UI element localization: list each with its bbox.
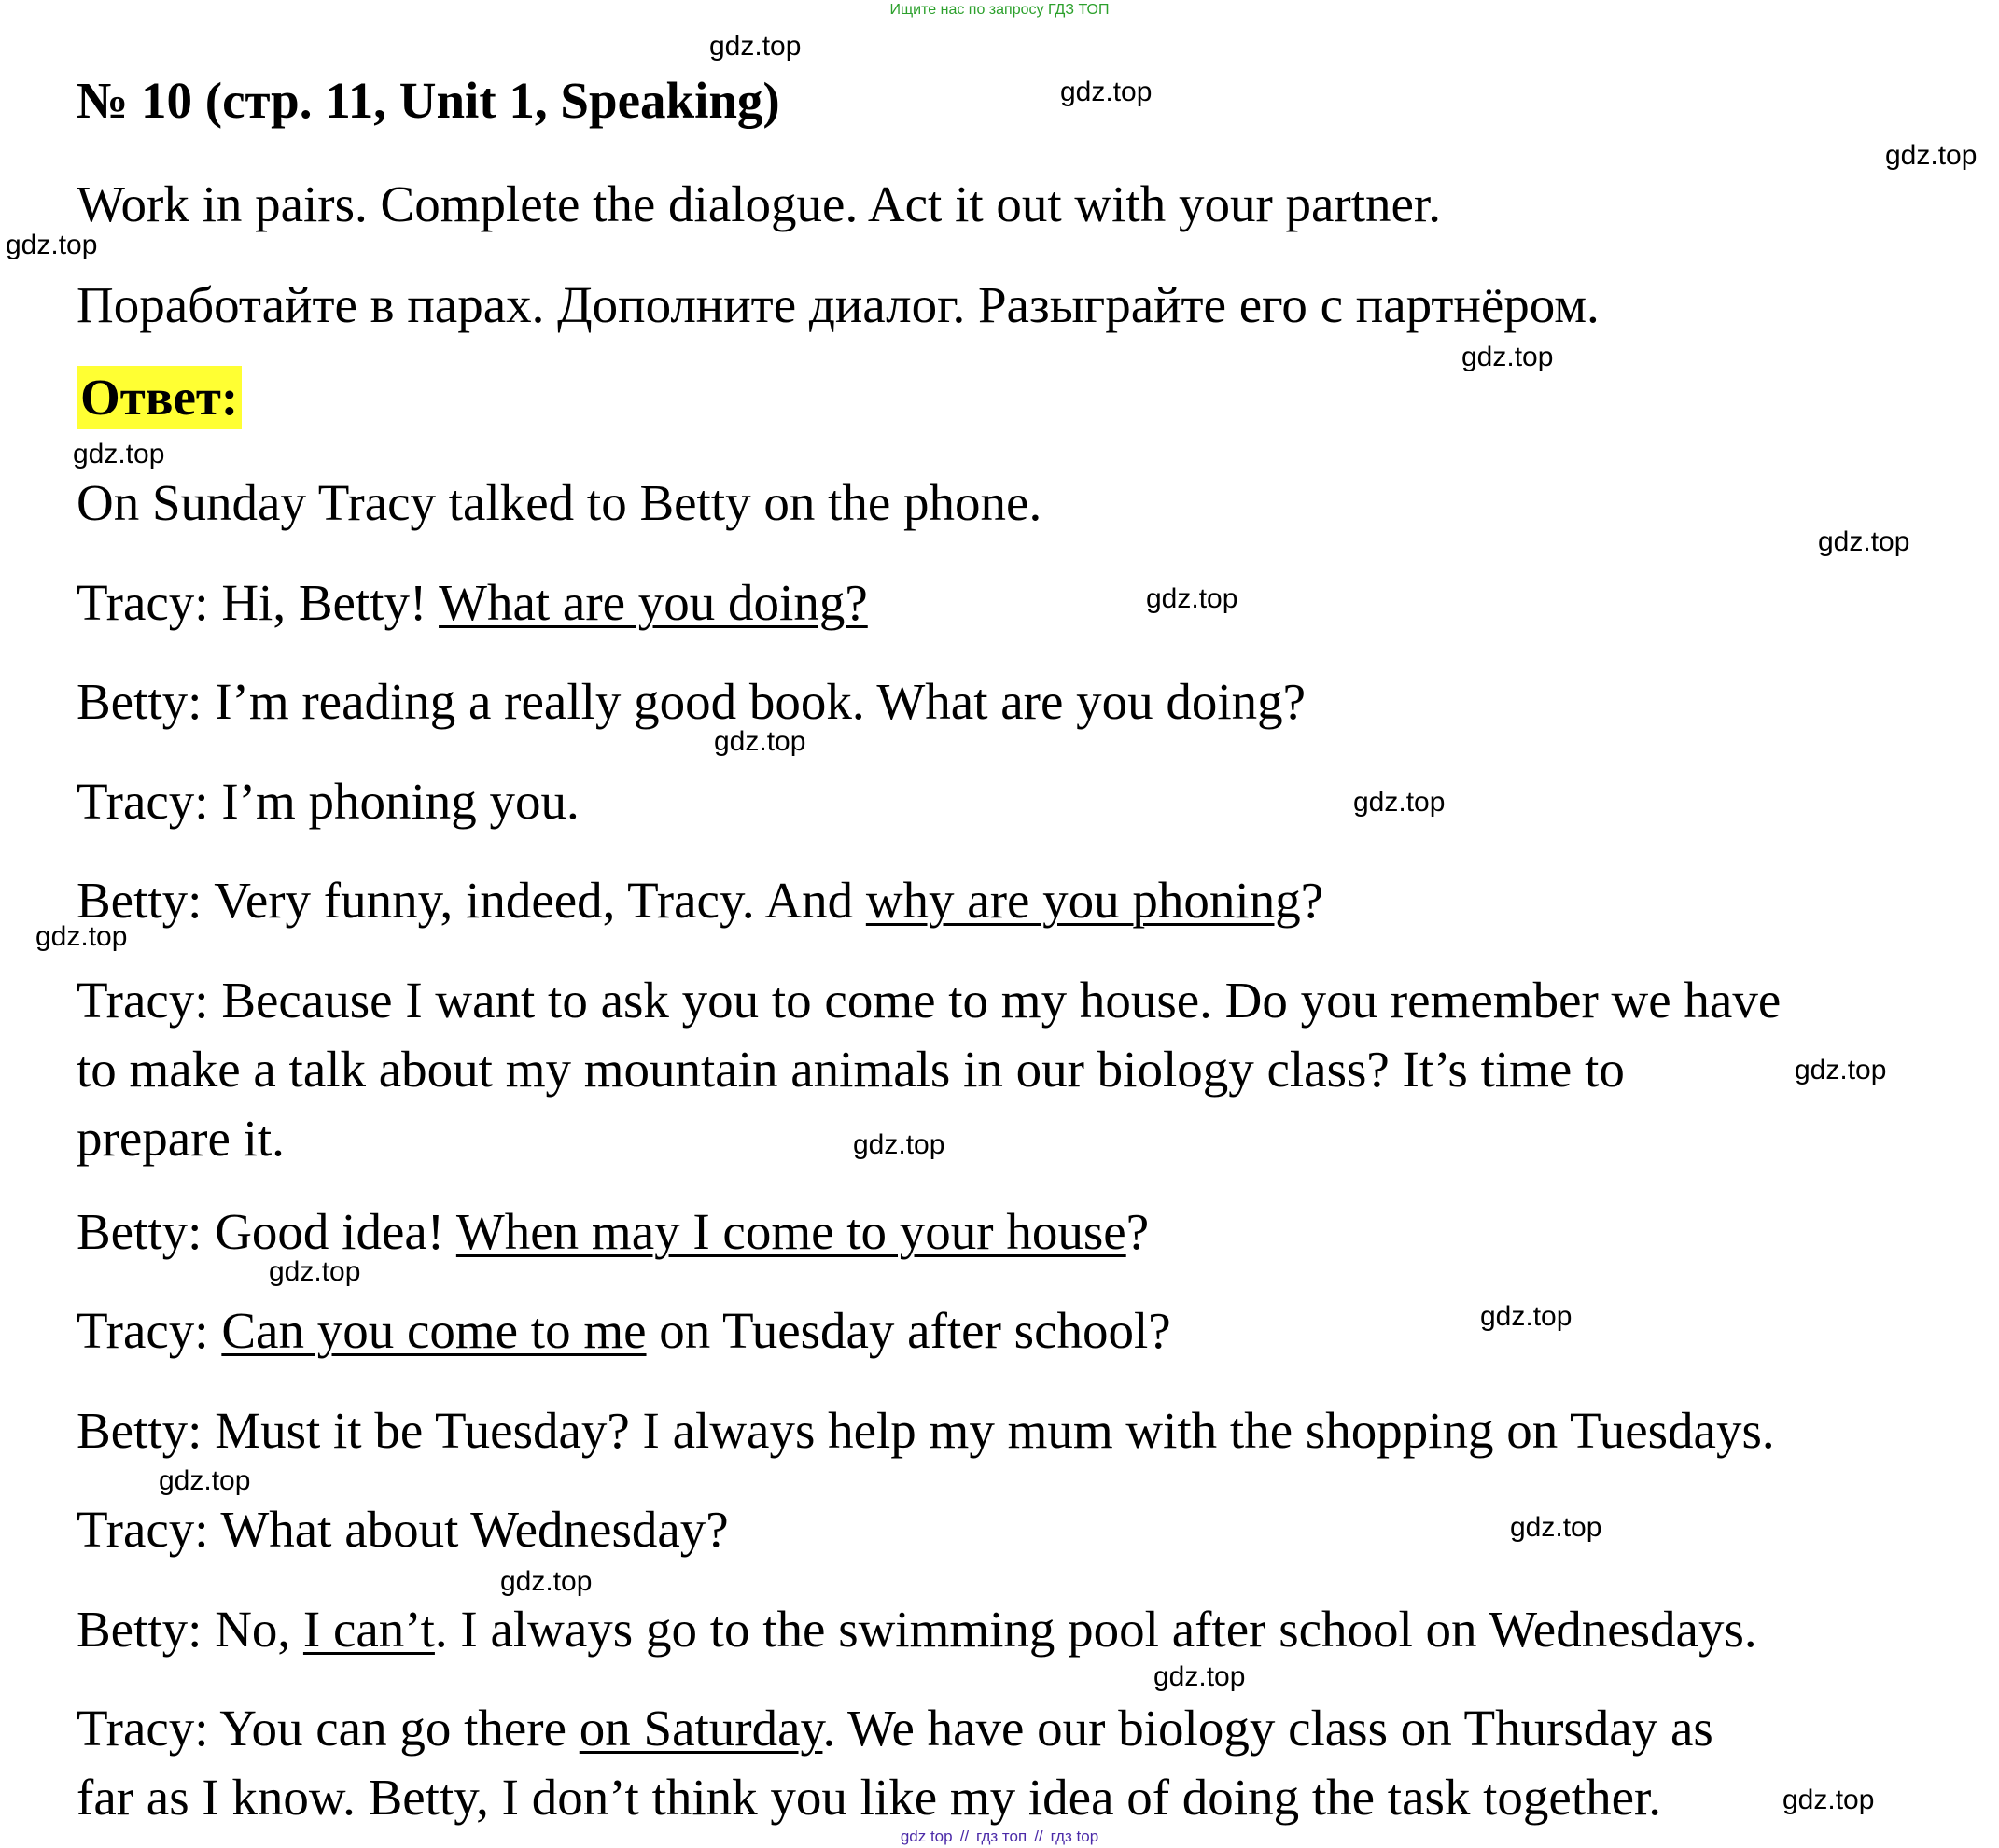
watermark: gdz.top — [500, 1566, 593, 1597]
watermark: gdz.top — [1885, 140, 1978, 171]
answer-fill: why are you phoning — [865, 872, 1301, 929]
watermark: gdz.top — [1153, 1661, 1246, 1692]
line-text: Tracy: I’m phoning you. — [77, 773, 580, 830]
line-text: to make a talk about my mountain animals in our biology class? It’s time to — [77, 1041, 1625, 1098]
dialogue-line — [77, 1197, 1149, 1267]
dialogue-line — [77, 1296, 1171, 1365]
dialogue-line — [77, 966, 1781, 1035]
dialogue-intro: On Sunday Tracy talked to Betty on the phone. — [77, 474, 1042, 531]
watermark: gdz.top — [1353, 787, 1446, 818]
dialogue-line — [77, 568, 868, 637]
answer-fill: What are you doing? — [439, 574, 868, 631]
line-text: Betty: I’m reading a really good book. What are you doing? — [77, 673, 1307, 730]
dialogue-line — [77, 1495, 729, 1564]
line-text: Betty: Must it be Tuesday? I always help my mum with the shopping on Tuesdays. — [77, 1402, 1775, 1459]
answer-fill: When may I come to your house — [455, 1203, 1126, 1260]
watermark: gdz.top — [269, 1256, 361, 1287]
dialogue-line — [77, 866, 1323, 935]
watermark: gdz.top — [35, 921, 128, 952]
line-text: far as I know. Betty, I don’t think you like my idea of doing the task together. — [77, 1769, 1662, 1826]
watermark: gdz.top — [1782, 1785, 1875, 1815]
task-english: Work in pairs. Complete the dialogue. Act it out with your partner. — [77, 175, 1441, 232]
watermark: gdz.top — [73, 439, 165, 469]
dialogue-line — [77, 1694, 1713, 1763]
watermark: gdz.top — [159, 1465, 251, 1496]
watermark: gdz.top — [1480, 1301, 1573, 1332]
watermark: gdz.top — [1795, 1055, 1887, 1085]
dialogue-line — [77, 767, 580, 836]
line-text: . I always go to the swimming pool after school on Wednesdays. — [434, 1601, 1757, 1658]
watermark: gdz.top — [1461, 342, 1554, 372]
dialogue-line — [77, 667, 1306, 736]
watermark: gdz.top — [1818, 526, 1910, 557]
dialogue-line — [77, 1104, 285, 1173]
footer-link[interactable]: гдз top — [1050, 1827, 1099, 1845]
line-text: Betty: No, — [77, 1601, 303, 1658]
watermark: gdz.top — [1510, 1512, 1602, 1543]
line-text: on Tuesday after school? — [646, 1302, 1171, 1359]
answer-fill: Can you come to me — [221, 1302, 647, 1359]
line-text: . We have our biology class on Thursday as — [822, 1700, 1713, 1757]
line-text: Tracy: Because I want to ask you to come to my house. Do you remember we have — [77, 972, 1782, 1029]
dialogue-line — [77, 1763, 1661, 1832]
line-text: Betty: Good idea! — [77, 1203, 456, 1260]
search-banner: Ищите нас по запросу ГДЗ ТОП — [889, 2, 1110, 18]
footer-links — [0, 1827, 1999, 1846]
line-text: Tracy: Hi, Betty! — [77, 574, 440, 631]
line-text: Tracy: You can go there — [77, 1700, 580, 1757]
task-russian: Поработайте в парах. Дополните диалог. Разыграйте его с партнёром. — [77, 276, 1600, 333]
line-text: Tracy: — [77, 1302, 222, 1359]
footer-separator: // — [1034, 1827, 1043, 1845]
line-text: prepare it. — [77, 1110, 285, 1167]
answer-label: Ответ: — [77, 366, 242, 429]
footer-separator: // — [959, 1827, 970, 1845]
line-text: Betty: Very funny, indeed, Tracy. And — [77, 872, 866, 929]
watermark: gdz.top — [6, 230, 98, 260]
footer-link[interactable]: гдз топ — [976, 1827, 1027, 1845]
exercise-title: № 10 (стр. 11, Unit 1, Speaking) — [77, 72, 780, 129]
line-text: ? — [1125, 1203, 1150, 1260]
watermark: gdz.top — [1146, 583, 1238, 614]
watermark: gdz.top — [714, 726, 806, 757]
watermark: gdz.top — [709, 31, 802, 62]
dialogue-line — [77, 1595, 1757, 1664]
watermark: gdz.top — [853, 1129, 945, 1160]
line-text: ? — [1300, 872, 1324, 929]
dialogue-line — [77, 1396, 1775, 1465]
watermark: gdz.top — [1060, 77, 1153, 107]
answer-fill: I can’t — [302, 1601, 435, 1658]
line-text: Tracy: What about Wednesday? — [77, 1501, 729, 1558]
dialogue-line — [77, 1035, 1625, 1104]
answer-fill: on Saturday — [579, 1700, 823, 1757]
footer-link[interactable]: gdz top — [900, 1827, 953, 1845]
